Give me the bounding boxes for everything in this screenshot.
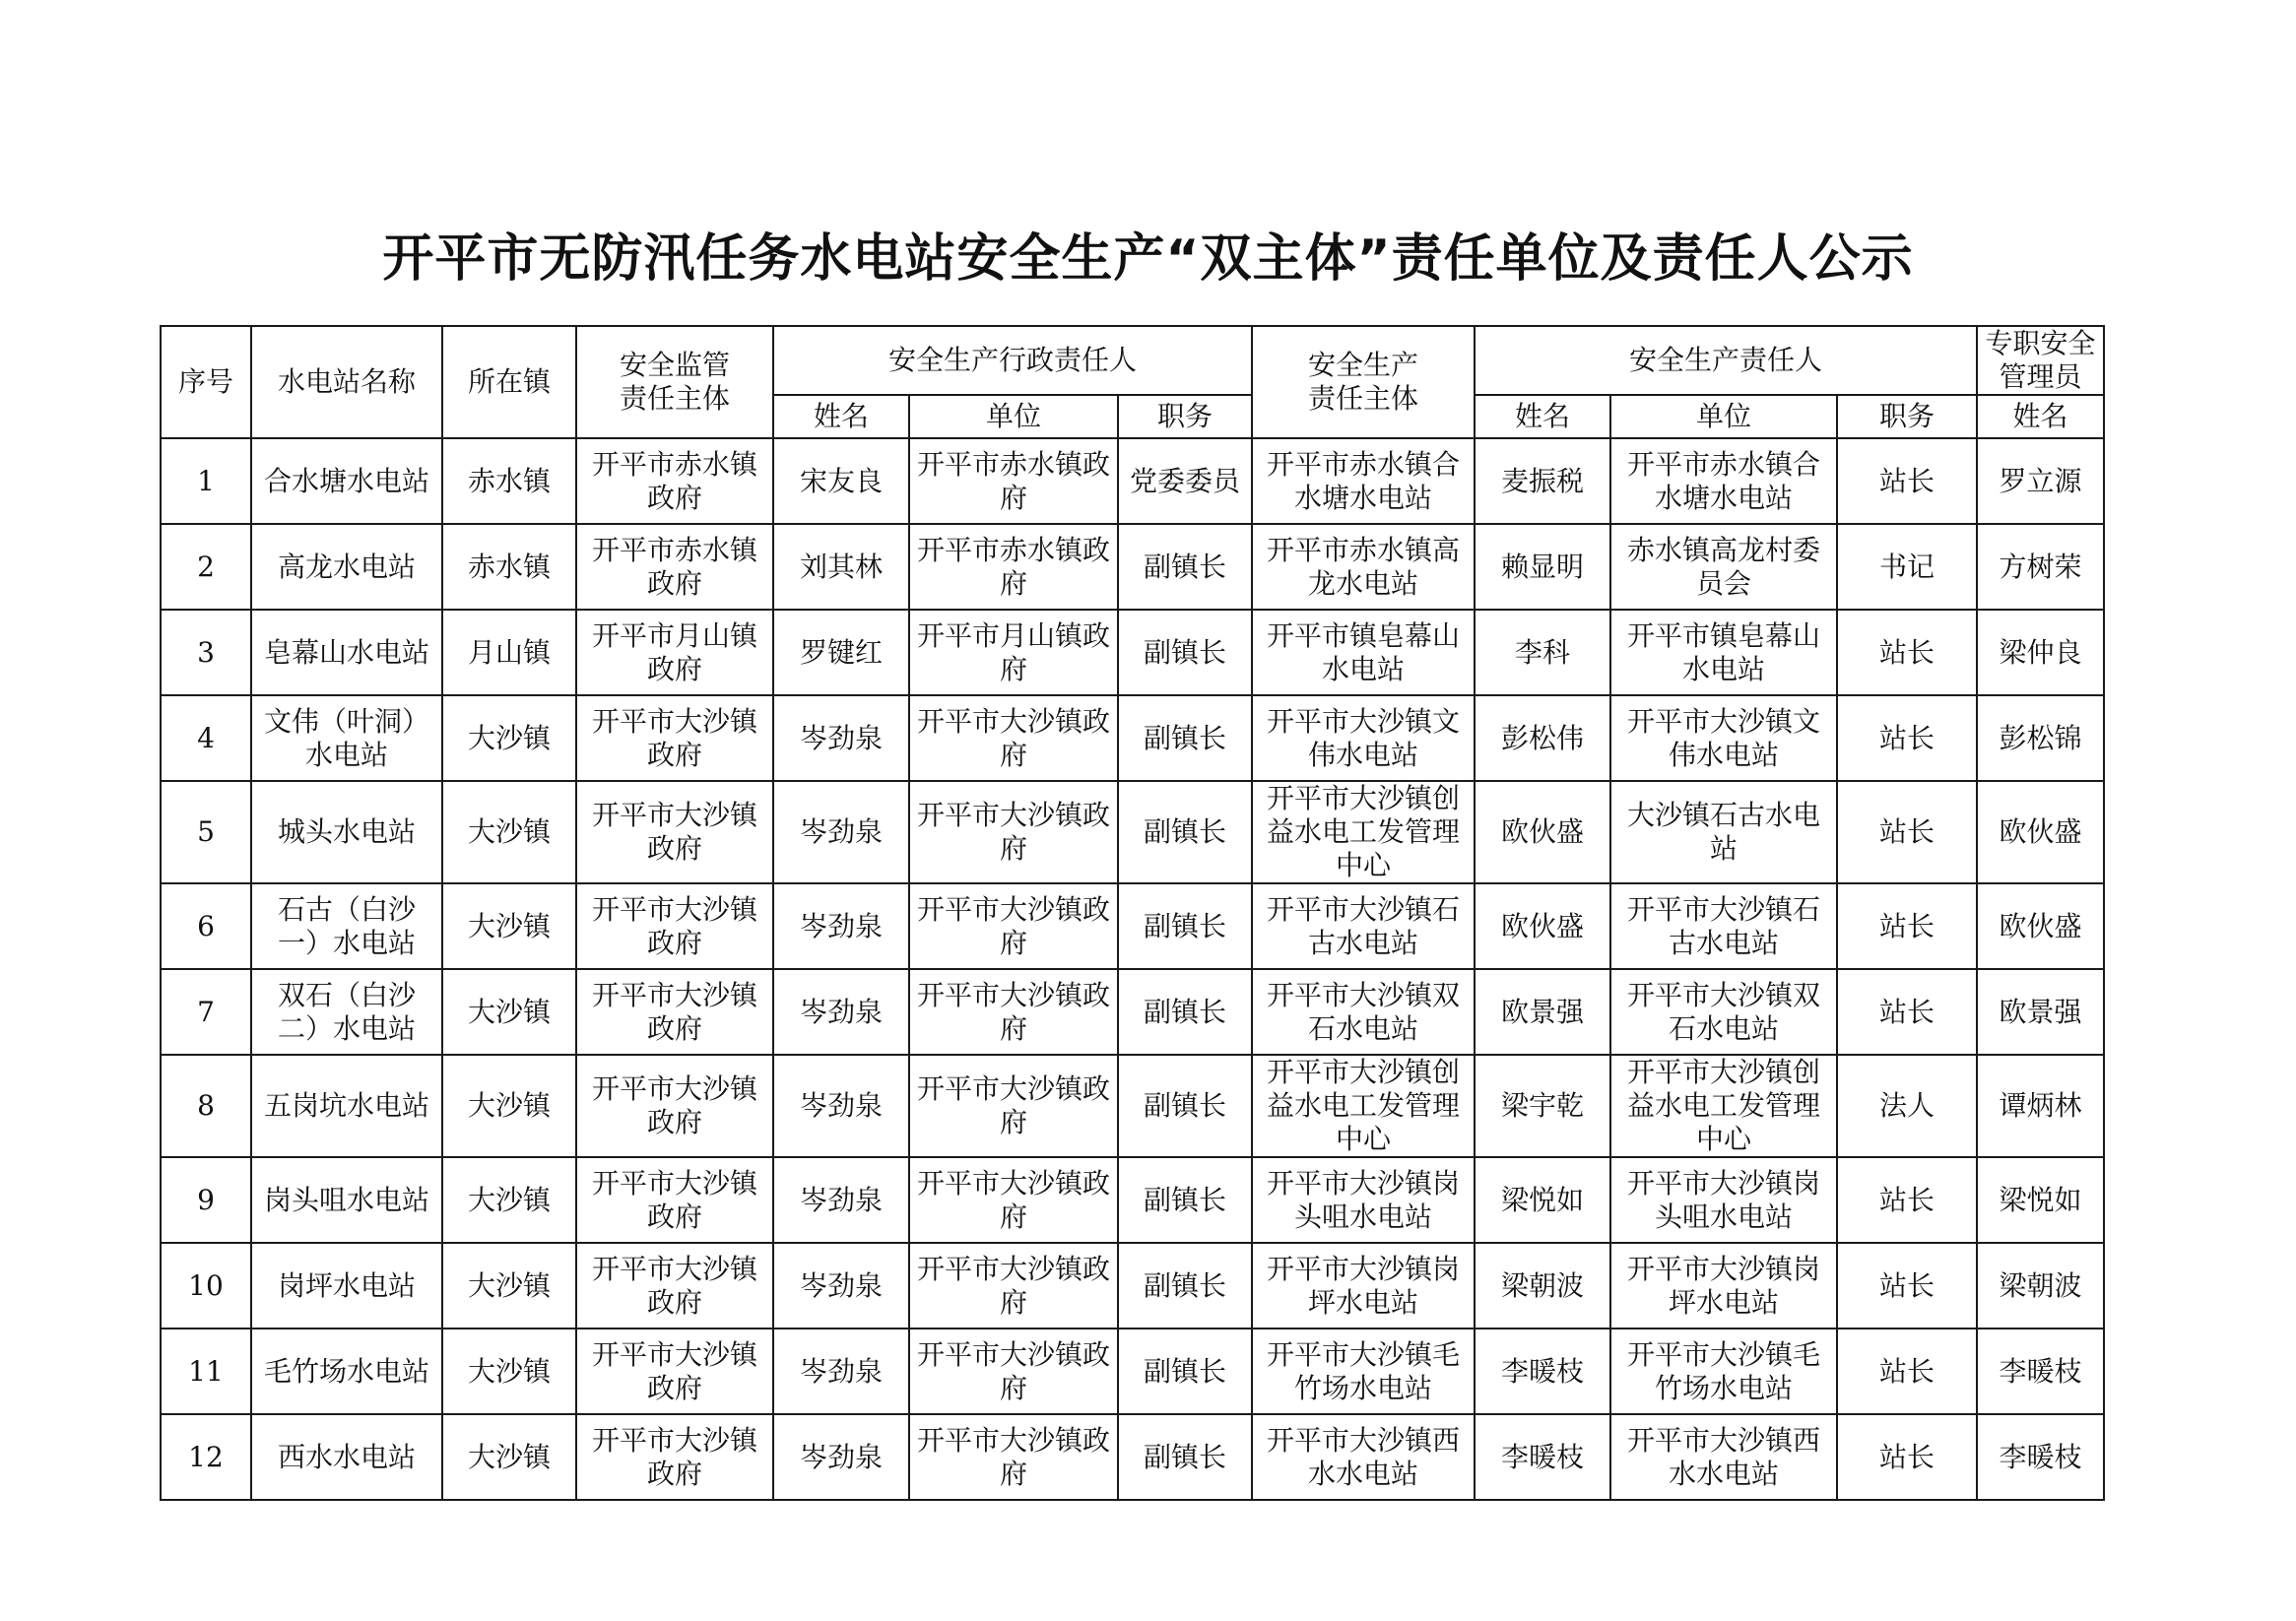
cell-safety-officer: 方树荣 bbox=[1977, 524, 2104, 610]
header-safety-name: 姓名 bbox=[1977, 395, 2104, 438]
cell-admin-name: 罗键红 bbox=[773, 610, 909, 695]
cell-admin-unit: 开平市大沙镇政府 bbox=[909, 781, 1118, 883]
cell-resp-position: 站长 bbox=[1837, 695, 1977, 781]
cell-safety-officer: 欧景强 bbox=[1977, 969, 2104, 1055]
cell-resp-position: 站长 bbox=[1837, 438, 1977, 524]
cell-safety-officer: 梁悦如 bbox=[1977, 1157, 2104, 1243]
table-row bbox=[161, 524, 2104, 610]
cell-seq: 11 bbox=[161, 1329, 251, 1414]
header-resp-position: 职务 bbox=[1837, 395, 1977, 438]
cell-resp-unit: 开平市镇皂幕山水电站 bbox=[1610, 610, 1837, 695]
cell-admin-position: 党委委员 bbox=[1118, 438, 1252, 524]
page-title: 开平市无防汛任务水电站安全生产“双主体”责任单位及责任人公示 bbox=[382, 229, 1914, 289]
cell-town: 大沙镇 bbox=[442, 695, 576, 781]
cell-seq: 5 bbox=[161, 781, 251, 883]
cell-safety-officer: 梁朝波 bbox=[1977, 1243, 2104, 1329]
cell-resp-name: 赖显明 bbox=[1475, 524, 1610, 610]
header-admin-position: 职务 bbox=[1118, 395, 1252, 438]
cell-resp-name: 梁宇乾 bbox=[1475, 1055, 1610, 1157]
cell-town: 赤水镇 bbox=[442, 438, 576, 524]
cell-town: 大沙镇 bbox=[442, 1055, 576, 1157]
cell-main-body: 开平市大沙镇创益水电工发管理中心 bbox=[1252, 1055, 1475, 1157]
cell-admin-position: 副镇长 bbox=[1118, 969, 1252, 1055]
cell-main-body: 开平市赤水镇高龙水电站 bbox=[1252, 524, 1475, 610]
cell-resp-name: 彭松伟 bbox=[1475, 695, 1610, 781]
header-resp-name: 姓名 bbox=[1475, 395, 1610, 438]
table-row bbox=[161, 883, 2104, 969]
cell-station-name: 文伟（叶洞）水电站 bbox=[251, 695, 442, 781]
cell-admin-name: 岑劲泉 bbox=[773, 1329, 909, 1414]
cell-resp-position: 站长 bbox=[1837, 1414, 1977, 1500]
cell-main-body: 开平市赤水镇合水塘水电站 bbox=[1252, 438, 1475, 524]
cell-station-name: 毛竹场水电站 bbox=[251, 1329, 442, 1414]
header-resp-unit: 单位 bbox=[1610, 395, 1837, 438]
cell-resp-unit: 开平市大沙镇岗头咀水电站 bbox=[1610, 1157, 1837, 1243]
cell-main-body: 开平市大沙镇岗头咀水电站 bbox=[1252, 1157, 1475, 1243]
cell-main-body: 开平市大沙镇西水水电站 bbox=[1252, 1414, 1475, 1500]
cell-admin-position: 副镇长 bbox=[1118, 781, 1252, 883]
cell-admin-position: 副镇长 bbox=[1118, 695, 1252, 781]
header-supervisor: 安全监管 责任主体 bbox=[576, 326, 773, 438]
cell-town: 月山镇 bbox=[442, 610, 576, 695]
cell-resp-unit: 开平市大沙镇西水水电站 bbox=[1610, 1414, 1837, 1500]
cell-admin-unit: 开平市大沙镇政府 bbox=[909, 969, 1118, 1055]
table-row bbox=[161, 695, 2104, 781]
cell-supervisor: 开平市大沙镇政府 bbox=[576, 969, 773, 1055]
cell-resp-position: 书记 bbox=[1837, 524, 1977, 610]
cell-resp-position: 站长 bbox=[1837, 781, 1977, 883]
table-row bbox=[161, 1329, 2104, 1414]
header-resp-group: 安全生产责任人 bbox=[1475, 326, 1977, 395]
cell-resp-name: 梁悦如 bbox=[1475, 1157, 1610, 1243]
cell-resp-name: 欧伙盛 bbox=[1475, 781, 1610, 883]
cell-seq: 4 bbox=[161, 695, 251, 781]
header-safety-group: 专职安全 管理员 bbox=[1977, 326, 2104, 395]
cell-resp-position: 站长 bbox=[1837, 610, 1977, 695]
cell-admin-name: 岑劲泉 bbox=[773, 1243, 909, 1329]
header-town: 所在镇 bbox=[442, 326, 576, 438]
cell-seq: 3 bbox=[161, 610, 251, 695]
cell-admin-position: 副镇长 bbox=[1118, 1414, 1252, 1500]
cell-resp-position: 站长 bbox=[1837, 1243, 1977, 1329]
cell-supervisor: 开平市月山镇政府 bbox=[576, 610, 773, 695]
cell-admin-unit: 开平市月山镇政府 bbox=[909, 610, 1118, 695]
cell-town: 大沙镇 bbox=[442, 1243, 576, 1329]
cell-resp-position: 站长 bbox=[1837, 883, 1977, 969]
cell-seq: 7 bbox=[161, 969, 251, 1055]
cell-admin-unit: 开平市大沙镇政府 bbox=[909, 1243, 1118, 1329]
table-row bbox=[161, 438, 2104, 524]
cell-admin-position: 副镇长 bbox=[1118, 883, 1252, 969]
cell-main-body: 开平市大沙镇双石水电站 bbox=[1252, 969, 1475, 1055]
cell-resp-name: 李暖枝 bbox=[1475, 1329, 1610, 1414]
cell-main-body: 开平市镇皂幕山水电站 bbox=[1252, 610, 1475, 695]
cell-admin-unit: 开平市大沙镇政府 bbox=[909, 695, 1118, 781]
cell-resp-name: 欧景强 bbox=[1475, 969, 1610, 1055]
cell-seq: 8 bbox=[161, 1055, 251, 1157]
cell-resp-unit: 开平市大沙镇文伟水电站 bbox=[1610, 695, 1837, 781]
cell-station-name: 岗头咀水电站 bbox=[251, 1157, 442, 1243]
cell-resp-name: 梁朝波 bbox=[1475, 1243, 1610, 1329]
cell-main-body: 开平市大沙镇创益水电工发管理中心 bbox=[1252, 781, 1475, 883]
table-row bbox=[161, 969, 2104, 1055]
header-main-body: 安全生产 责任主体 bbox=[1252, 326, 1475, 438]
header-admin-name: 姓名 bbox=[773, 395, 909, 438]
cell-admin-position: 副镇长 bbox=[1118, 1055, 1252, 1157]
cell-supervisor: 开平市大沙镇政府 bbox=[576, 1243, 773, 1329]
cell-town: 大沙镇 bbox=[442, 969, 576, 1055]
cell-station-name: 双石（白沙二）水电站 bbox=[251, 969, 442, 1055]
header-admin-unit: 单位 bbox=[909, 395, 1118, 438]
cell-town: 大沙镇 bbox=[442, 1157, 576, 1243]
cell-resp-name: 麦振税 bbox=[1475, 438, 1610, 524]
cell-seq: 9 bbox=[161, 1157, 251, 1243]
cell-safety-officer: 罗立源 bbox=[1977, 438, 2104, 524]
cell-resp-name: 李暖枝 bbox=[1475, 1414, 1610, 1500]
cell-admin-name: 岑劲泉 bbox=[773, 1055, 909, 1157]
cell-seq: 2 bbox=[161, 524, 251, 610]
cell-safety-officer: 李暖枝 bbox=[1977, 1329, 2104, 1414]
cell-admin-position: 副镇长 bbox=[1118, 1329, 1252, 1414]
table-row bbox=[161, 1243, 2104, 1329]
table-row bbox=[161, 1414, 2104, 1500]
cell-admin-position: 副镇长 bbox=[1118, 1243, 1252, 1329]
cell-station-name: 合水塘水电站 bbox=[251, 438, 442, 524]
cell-admin-unit: 开平市大沙镇政府 bbox=[909, 1329, 1118, 1414]
cell-supervisor: 开平市大沙镇政府 bbox=[576, 1055, 773, 1157]
cell-town: 大沙镇 bbox=[442, 883, 576, 969]
cell-admin-unit: 开平市大沙镇政府 bbox=[909, 883, 1118, 969]
cell-seq: 6 bbox=[161, 883, 251, 969]
cell-resp-position: 法人 bbox=[1837, 1055, 1977, 1157]
cell-station-name: 石古（白沙一）水电站 bbox=[251, 883, 442, 969]
cell-resp-unit: 开平市大沙镇创益水电工发管理中心 bbox=[1610, 1055, 1837, 1157]
cell-main-body: 开平市大沙镇文伟水电站 bbox=[1252, 695, 1475, 781]
cell-seq: 10 bbox=[161, 1243, 251, 1329]
header-admin-group: 安全生产行政责任人 bbox=[773, 326, 1252, 395]
cell-admin-name: 宋友良 bbox=[773, 438, 909, 524]
header-seq: 序号 bbox=[161, 326, 251, 438]
cell-station-name: 五岗坑水电站 bbox=[251, 1055, 442, 1157]
cell-seq: 1 bbox=[161, 438, 251, 524]
cell-supervisor: 开平市赤水镇政府 bbox=[576, 524, 773, 610]
cell-safety-officer: 欧伙盛 bbox=[1977, 883, 2104, 969]
cell-safety-officer: 彭松锦 bbox=[1977, 695, 2104, 781]
cell-station-name: 城头水电站 bbox=[251, 781, 442, 883]
cell-admin-name: 岑劲泉 bbox=[773, 695, 909, 781]
cell-supervisor: 开平市大沙镇政府 bbox=[576, 695, 773, 781]
cell-station-name: 皂幕山水电站 bbox=[251, 610, 442, 695]
cell-station-name: 高龙水电站 bbox=[251, 524, 442, 610]
cell-resp-unit: 开平市大沙镇双石水电站 bbox=[1610, 969, 1837, 1055]
cell-admin-name: 岑劲泉 bbox=[773, 1157, 909, 1243]
cell-seq: 12 bbox=[161, 1414, 251, 1500]
cell-town: 大沙镇 bbox=[442, 781, 576, 883]
table-row bbox=[161, 1157, 2104, 1243]
cell-admin-name: 岑劲泉 bbox=[773, 781, 909, 883]
cell-admin-unit: 开平市大沙镇政府 bbox=[909, 1055, 1118, 1157]
cell-admin-position: 副镇长 bbox=[1118, 524, 1252, 610]
table-row bbox=[161, 1055, 2104, 1157]
cell-resp-name: 欧伙盛 bbox=[1475, 883, 1610, 969]
responsibility-table bbox=[160, 325, 2105, 1501]
cell-resp-unit: 开平市大沙镇毛竹场水电站 bbox=[1610, 1329, 1837, 1414]
cell-admin-unit: 开平市赤水镇政府 bbox=[909, 524, 1118, 610]
cell-safety-officer: 谭炳林 bbox=[1977, 1055, 2104, 1157]
cell-town: 大沙镇 bbox=[442, 1414, 576, 1500]
cell-main-body: 开平市大沙镇毛竹场水电站 bbox=[1252, 1329, 1475, 1414]
cell-supervisor: 开平市大沙镇政府 bbox=[576, 1414, 773, 1500]
cell-admin-name: 刘其林 bbox=[773, 524, 909, 610]
cell-station-name: 西水水电站 bbox=[251, 1414, 442, 1500]
cell-resp-unit: 赤水镇高龙村委员会 bbox=[1610, 524, 1837, 610]
cell-supervisor: 开平市赤水镇政府 bbox=[576, 438, 773, 524]
cell-town: 大沙镇 bbox=[442, 1329, 576, 1414]
table-row bbox=[161, 610, 2104, 695]
cell-supervisor: 开平市大沙镇政府 bbox=[576, 1157, 773, 1243]
cell-resp-unit: 开平市赤水镇合水塘水电站 bbox=[1610, 438, 1837, 524]
cell-admin-position: 副镇长 bbox=[1118, 610, 1252, 695]
cell-safety-officer: 欧伙盛 bbox=[1977, 781, 2104, 883]
cell-admin-name: 岑劲泉 bbox=[773, 969, 909, 1055]
cell-main-body: 开平市大沙镇岗坪水电站 bbox=[1252, 1243, 1475, 1329]
cell-admin-name: 岑劲泉 bbox=[773, 883, 909, 969]
header-station-name: 水电站名称 bbox=[251, 326, 442, 438]
cell-admin-name: 岑劲泉 bbox=[773, 1414, 909, 1500]
cell-station-name: 岗坪水电站 bbox=[251, 1243, 442, 1329]
cell-main-body: 开平市大沙镇石古水电站 bbox=[1252, 883, 1475, 969]
cell-supervisor: 开平市大沙镇政府 bbox=[576, 781, 773, 883]
table-row bbox=[161, 781, 2104, 883]
cell-supervisor: 开平市大沙镇政府 bbox=[576, 1329, 773, 1414]
cell-safety-officer: 李暖枝 bbox=[1977, 1414, 2104, 1500]
cell-resp-position: 站长 bbox=[1837, 1157, 1977, 1243]
cell-resp-unit: 大沙镇石古水电站 bbox=[1610, 781, 1837, 883]
cell-admin-position: 副镇长 bbox=[1118, 1157, 1252, 1243]
cell-resp-unit: 开平市大沙镇石古水电站 bbox=[1610, 883, 1837, 969]
cell-resp-position: 站长 bbox=[1837, 969, 1977, 1055]
cell-admin-unit: 开平市大沙镇政府 bbox=[909, 1414, 1118, 1500]
cell-resp-position: 站长 bbox=[1837, 1329, 1977, 1414]
cell-admin-unit: 开平市大沙镇政府 bbox=[909, 1157, 1118, 1243]
cell-safety-officer: 梁仲良 bbox=[1977, 610, 2104, 695]
cell-supervisor: 开平市大沙镇政府 bbox=[576, 883, 773, 969]
cell-admin-unit: 开平市赤水镇政府 bbox=[909, 438, 1118, 524]
cell-resp-unit: 开平市大沙镇岗坪水电站 bbox=[1610, 1243, 1837, 1329]
cell-town: 赤水镇 bbox=[442, 524, 576, 610]
cell-resp-name: 李科 bbox=[1475, 610, 1610, 695]
